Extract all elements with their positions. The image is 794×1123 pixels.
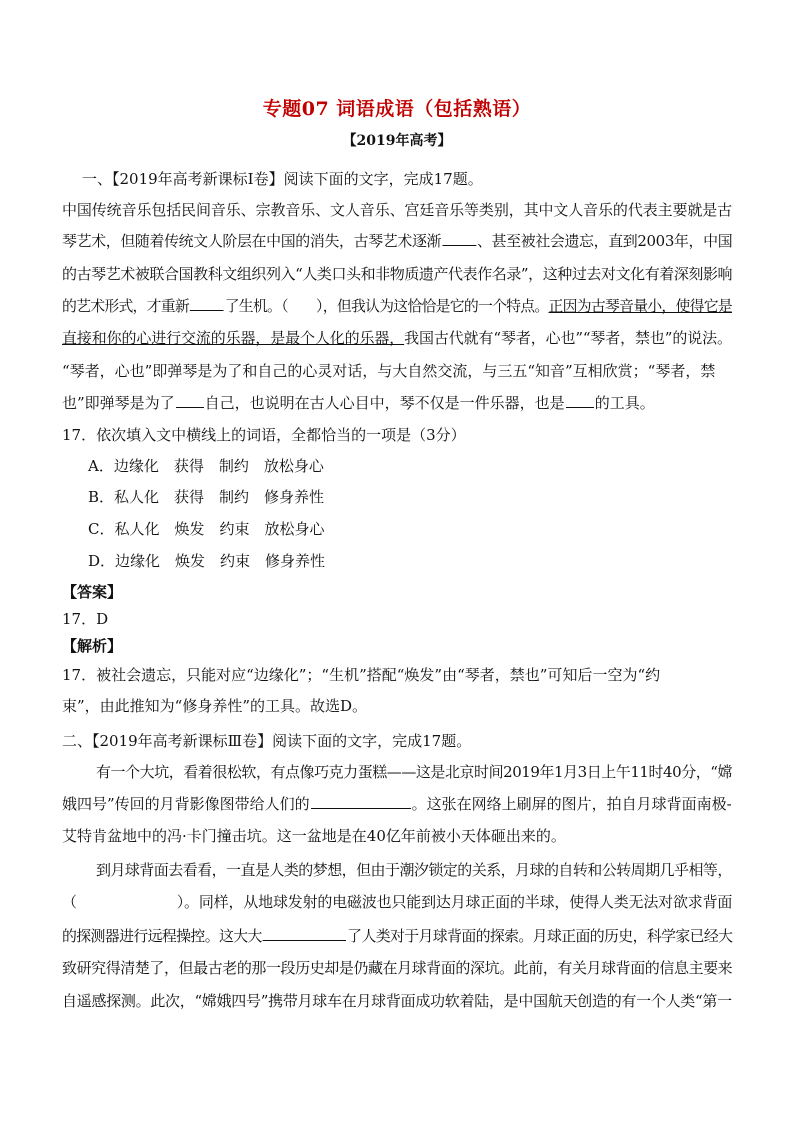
- passage-text: 也”即弹琴是为了: [62, 394, 175, 412]
- passage-text: 的探测器进行远程操控。这大大: [62, 927, 262, 945]
- passage-text: 自己，也说明在古人心目中，琴不仅是一件乐器，也是: [204, 394, 565, 412]
- passage-text: 我国古代就有“琴者，心也”“琴者，禁也”的说法。: [404, 329, 732, 347]
- passage-2-line-3: 艾特肯盆地中的冯·卡门撞击坑。这一盆地是在40亿年前被小天体砸出来的。: [62, 827, 566, 845]
- fill-blank-5: [311, 794, 411, 809]
- question-17: 17．依次填入文中横线上的词语，全都恰当的一项是（3分）: [62, 426, 466, 444]
- passage-1-line-5: [62, 328, 732, 348]
- page-subtitle: 【2019年高考】: [342, 133, 452, 149]
- section-1-heading: 一、【2019年高考新课标Ⅰ卷】阅读下面的文字，完成17题。: [82, 170, 483, 188]
- underlined-sentence: 直接和你的心进行交流的乐器，是最个人化的乐器，: [62, 329, 405, 347]
- passage-text: 的艺术形式，才重新: [62, 297, 190, 315]
- fill-blank-6: [263, 926, 346, 941]
- passage-2-line-4: 到月球背面去看看，一直是人类的梦想，但由于潮汐锁定的关系，月球的自转和公转周期几乎相等，: [96, 861, 732, 879]
- analysis-line-2: 束”，由此推知为“修身养性”的工具。故选D。: [62, 697, 368, 715]
- analysis-line-1: 17．被社会遗忘，只能对应“边缘化”；“生机”搭配“焕发”由“琴者，禁也”可知后一空为“约: [62, 666, 661, 684]
- analysis-label: 【解析】: [62, 637, 123, 655]
- option-a: A．边缘化 获得 制约 放松身心: [88, 457, 324, 475]
- passage-2-line-6: [62, 926, 732, 946]
- passage-2-line-7: 致研究得清楚了，但最古老的那一段历史却是仍藏在月球背面的深坑。此前，有关月球背面的信息主要来: [62, 959, 733, 977]
- option-c: C．私人化 焕发 约束 放松身心: [88, 520, 325, 538]
- section-2-heading: 二、【2019年高考新课标Ⅲ卷】阅读下面的文字，完成17题。: [62, 732, 472, 750]
- passage-text: ）。同样，从地球发射的电磁波也只能到达月球正面的半球，使得人类无法对欲求背面: [176, 893, 733, 911]
- passage-1-line-7: [62, 393, 655, 413]
- passage-2-line-5: [62, 892, 732, 912]
- passage-2-line-2: [62, 794, 732, 814]
- underlined-sentence: 正因为古琴音量小，使得它是: [548, 297, 732, 315]
- passage-text: 娥四号”传回的月背影像图带给人们的: [62, 795, 310, 813]
- fill-blank-3: [176, 393, 204, 408]
- passage-text: 了生机。（ ），但我认为这恰恰是它的一个特点。: [224, 297, 549, 315]
- passage-1-line-4: [62, 296, 732, 316]
- passage-text: 。这张在网络上刷屏的图片，拍自月球背面南极-: [411, 795, 732, 813]
- passage-text: 、甚至被社会遗忘，直到2003年，中国: [476, 232, 733, 250]
- passage-text: 琴艺术，但随着传统文人阶层在中国的消失，古琴艺术逐渐: [62, 232, 442, 250]
- passage-1-line-2: [62, 231, 732, 251]
- passage-1-line-1: 中国传统音乐包括民间音乐、宗教音乐、文人音乐、宫廷音乐等类别，其中文人音乐的代表主要就是古: [62, 201, 733, 219]
- answer-text: 17．D: [62, 610, 109, 628]
- passage-text: 了人类对于月球背面的探索。月球正面的历史，科学家已经大: [347, 927, 733, 945]
- answer-label: 【答案】: [62, 583, 123, 601]
- option-b: B．私人化 获得 制约 修身养性: [88, 488, 325, 506]
- fill-blank-4: [566, 393, 594, 408]
- passage-text: 的工具。: [594, 394, 655, 412]
- passage-2-line-8: 自遥感探测。此次，“嫦娥四号”携带月球车在月球背面成功软着陆，是中国航天创造的有一个人类“第一: [62, 992, 732, 1010]
- fill-blank-2: [190, 296, 224, 311]
- passage-1-line-3: 的古琴艺术被联合国教科文组织列入“人类口头和非物质遗产代表作名录”，这种过去对文化有着深刻影响: [62, 265, 733, 283]
- passage-text: （: [62, 893, 77, 911]
- passage-1-line-6: “琴者，心也”即弹琴是为了和自己的心灵对话，与大自然交流，与三五“知音”互相欣赏；“琴者，禁: [62, 362, 716, 380]
- option-d: D．边缘化 焕发 约束 修身养性: [88, 552, 326, 570]
- fill-blank-1: [442, 231, 476, 246]
- passage-2-line-1: 有一个大坑，看着很松软，有点像巧克力蛋糕——这是北京时间2019年1月3日上午11时40分，“嫦: [96, 763, 733, 781]
- page-title: 专题07 词语成语（包括熟语）: [262, 98, 532, 120]
